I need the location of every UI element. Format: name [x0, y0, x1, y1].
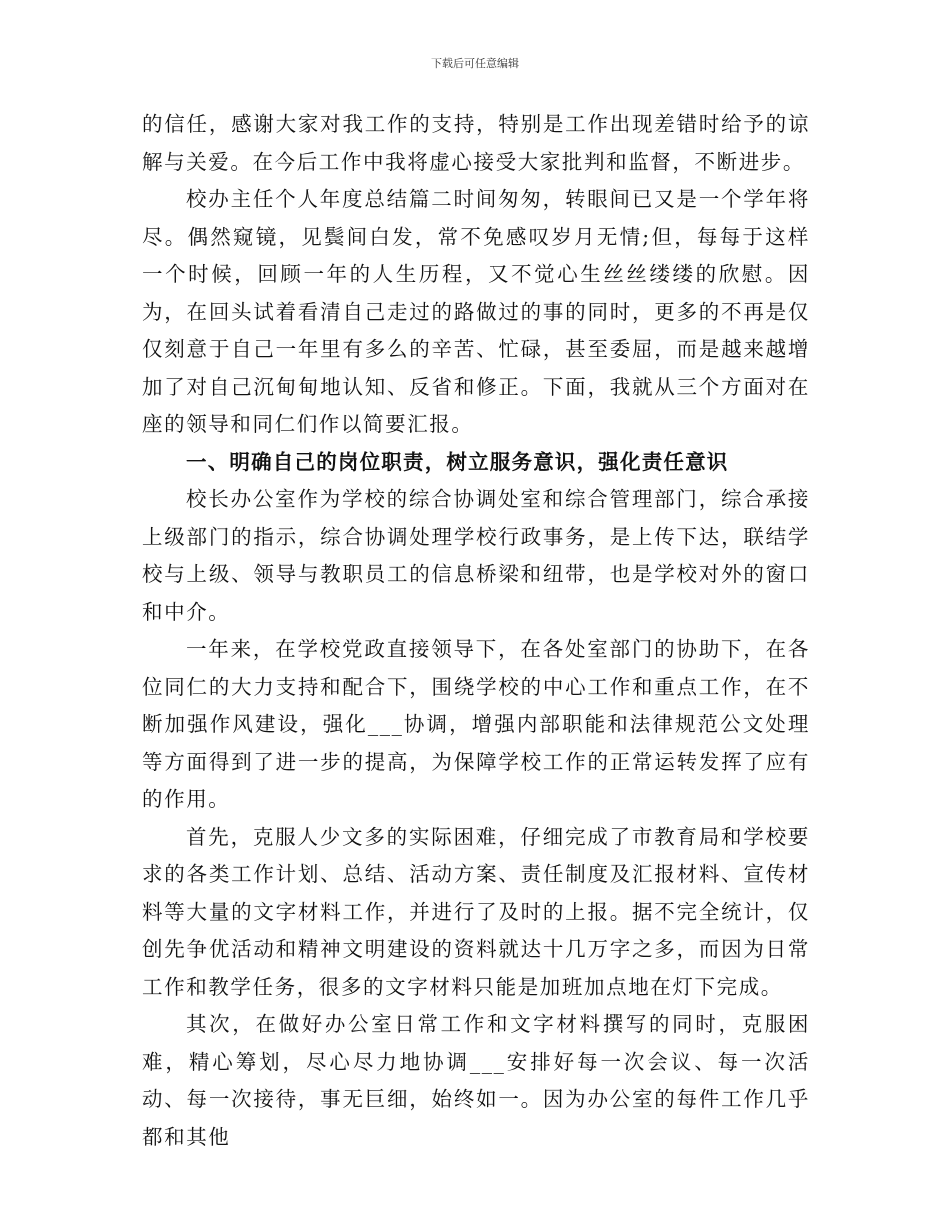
page-header-note: 下载后可任意编辑	[431, 57, 519, 70]
paragraph-second: 其次，在做好办公室日常工作和文字材料撰写的同时，克服困难，精心筹划，尽心尽力地协调___安排好每一次会议、每一次活动、每一次接待，事无巨细，始终如一。因为办公室的每件工作几乎都和其他	[142, 1012, 810, 1149]
paragraph-office-role: 校长办公室作为学校的综合协调处室和综合管理部门，综合承接上级部门的指示，综合协调处理学校行政事务，是上传下达，联结学校与上级、领导与教职员工的信息桥梁和纽带，也是学校对外的窗口和中介。	[142, 487, 810, 624]
paragraph-year-review: 一年来，在学校党政直接领导下，在各处室部门的协助下，在各位同仁的大力支持和配合下，围绕学校的中心工作和重点工作，在不断加强作风建设，强化___协调，增强内部职能和法律规范公文处理等方面得到了进一步的提高，为保障学校工作的正常运转发挥了应有的作用。	[142, 637, 810, 811]
document-body	[142, 106, 810, 1156]
paragraph-intro: 校办主任个人年度总结篇二时间匆匆，转眼间已又是一个学年将尽。偶然窥镜，见鬓间白发，常不免感叹岁月无情;但，每每于这样一个时候，回顾一年的人生历程，又不觉心生丝丝缕缕的欣慰。因为，在回头试着看清自己走过的路做过的事的同时，更多的不再是仅仅刻意于自己一年里有多么的辛苦、忙碌，甚至委屈，而是越来越增加了对自己沉甸甸地认知、反省和修正。下面，我就从三个方面对在座的领导和同仁们作以简要汇报。	[142, 187, 810, 436]
paragraph-continuation: 的信任，感谢大家对我工作的支持，特别是工作出现差错时给予的谅解与关爱。在今后工作中我将虚心接受大家批判和监督，不断进步。	[142, 112, 810, 174]
section-heading: 一、明确自己的岗位职责，树立服务意识，强化责任意识	[186, 449, 729, 474]
paragraph-first: 首先，克服人少文多的实际困难，仔细完成了市教育局和学校要求的各类工作计划、总结、活动方案、责任制度及汇报材料、宣传材料等大量的文字材料工作，并进行了及时的上报。据不完全统计，仅创先争优活动和精神文明建设的资料就达十几万字之多，而因为日常工作和教学任务，很多的文字材料只能是加班加点地在灯下完成。	[142, 824, 810, 999]
